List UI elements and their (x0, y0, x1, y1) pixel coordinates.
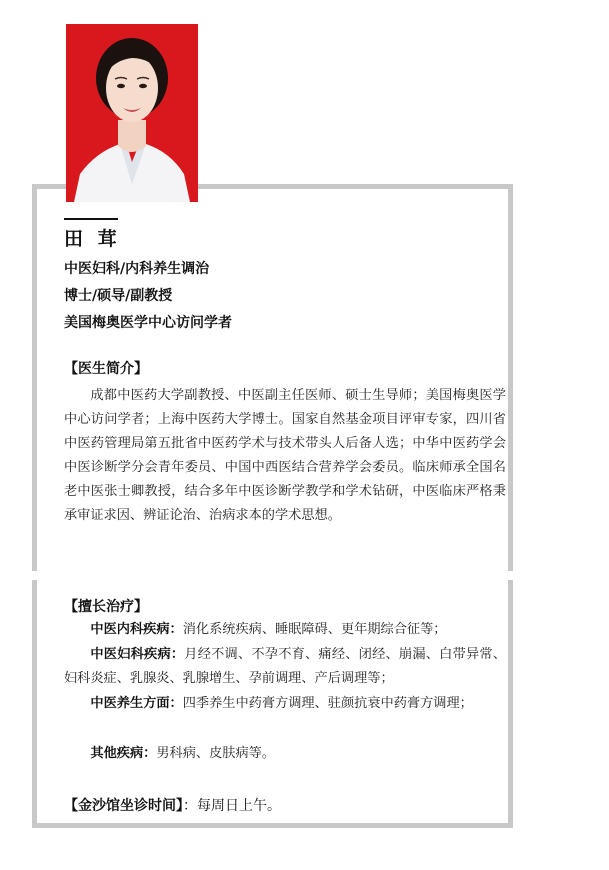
doctor-portrait (66, 24, 198, 202)
specialty-text: 四季养生中药膏方调理、驻颜抗衰中药膏方调理； (182, 696, 473, 711)
clinic-hours-value: ：每周日上午。 (183, 798, 281, 814)
specialty-item-other (64, 742, 506, 766)
specialty-text: 月经不调、不孕不育、痛经、闭经、崩漏、白带异常、妇科炎症、乳腺炎、乳腺增生、孕前调理、产后调理等； (64, 647, 507, 686)
specialty-label: 其他疾病： (90, 746, 157, 761)
doctor-name: 田 茸 (64, 228, 121, 250)
bio-text: 成都中医药大学副教授、中医副主任医师、硕士生导师；美国梅奥医学中心访问学者；上海中医药大学博士。国家自然基金项目评审专家，四川省中医药管理局第五批省中医药学术与技术带头人后备人选；中华中医药学会中医诊断学分会青年委员、中国中西医结合营养学会委员。临床师承全国名老中医张士卿教授，结合多年中医诊断学教学和学术钻研，中医临床严格秉承审证求因、辨证论治、治病求本的学术思想。 (64, 388, 506, 523)
doctor-visiting-scholar-line: 美国梅奥医学中心访问学者 (64, 315, 232, 331)
specialty-item-gynecology (64, 643, 506, 691)
specialty-item-internal (64, 618, 506, 642)
specialty-label: 中医养生方面： (90, 696, 183, 711)
specialty-item-wellness (64, 692, 506, 716)
specialty-text: 消化系统疾病、睡眠障碍、更年期综合征等； (182, 622, 447, 637)
specialty-text: 男科病、皮肤病等。 (156, 746, 276, 761)
clinic-hours (64, 795, 281, 815)
specialty-label: 中医内科疾病： (90, 622, 183, 637)
specialties-heading: 【擅长治疗】 (64, 599, 148, 615)
doctor-credentials-line: 博士/硕导/副教授 (64, 288, 173, 304)
doctor-specialty-line: 中医妇科/内科养生调治 (64, 261, 210, 277)
bio-heading: 【医生简介】 (64, 361, 148, 377)
portrait-illustration (66, 24, 198, 202)
clinic-hours-label: 【金沙馆坐诊时间】 (64, 798, 183, 814)
specialty-label: 中医妇科疾病： (90, 647, 185, 662)
name-divider (64, 218, 118, 220)
